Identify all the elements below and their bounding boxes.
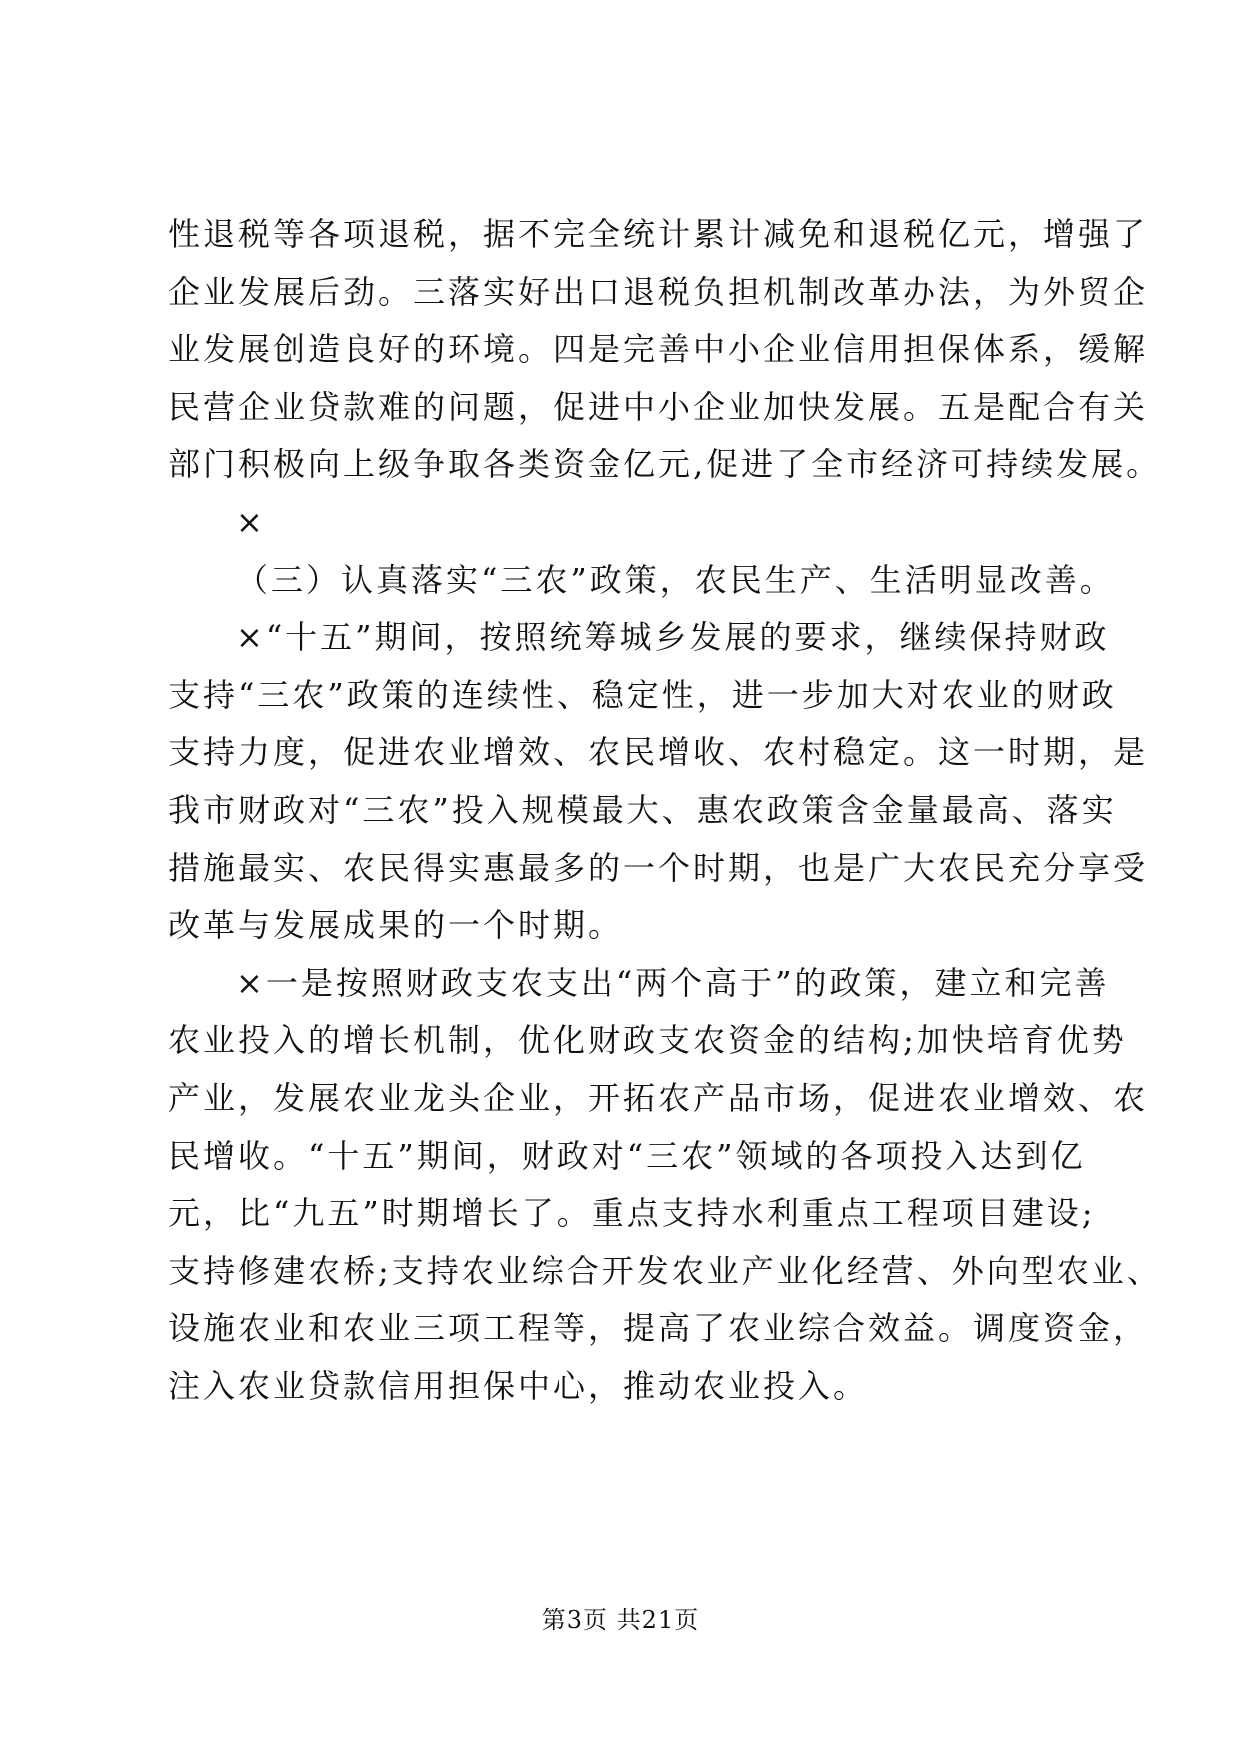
- text-line: 设施农业和农业三项工程等，提高了农业综合效益。调度资金，: [168, 1309, 1149, 1348]
- text-line: 改革与发展成果的一个时期。: [168, 906, 624, 945]
- text-line: 民增收。“十五”期间，财政对“三农”领域的各项投入达到亿: [168, 1136, 1086, 1175]
- text-line: ×一是按照财政支农支出“两个高于”的政策，建立和完善: [236, 963, 1110, 1002]
- text-line: 支持力度，促进农业增效、农民增收、农村稳定。这一时期，是: [168, 733, 1149, 772]
- text-line: 我市财政对“三农”投入规模最大、惠农政策含金量最高、落实: [168, 790, 1117, 829]
- text-line: 支持修建农桥;支持农业综合开发农业产业化经营、外向型农业、: [168, 1251, 1162, 1290]
- text-line: 产业，发展农业龙头企业，开拓农产品市场，促进农业增效、农: [168, 1078, 1149, 1117]
- text-line: ×“十五”期间，按照统筹城乡发展的要求，继续保持财政: [236, 618, 1110, 657]
- text-line: 注入农业贷款信用担保中心，推动农业投入。: [168, 1366, 869, 1405]
- text-line: 业发展创造良好的环境。四是完善中小企业信用担保体系，缓解: [168, 330, 1149, 369]
- page-number-footer: 第3页 共21页: [541, 1606, 700, 1634]
- text-line: 部门积极向上级争取各类资金亿元,促进了全市经济可持续发展。: [168, 445, 1162, 484]
- section-heading: （三）认真落实“三农”政策，农民生产、生活明显改善。: [236, 560, 1115, 599]
- document-body: [168, 206, 1162, 1415]
- text-line: 性退税等各项退税，据不完全统计累计减免和退税亿元，增强了: [168, 215, 1149, 253]
- cross-mark: ×: [236, 502, 266, 541]
- text-line: 农业投入的增长机制，优化财政支农资金的结构;加快培育优势: [168, 1021, 1127, 1060]
- text-line: 民营企业贷款难的问题，促进中小企业加快发展。五是配合有关: [168, 387, 1149, 426]
- text-line: 措施最实、农民得实惠最多的一个时期，也是广大农民充分享受: [168, 848, 1149, 887]
- text-line: 元，比“九五”时期增长了。重点支持水利重点工程项目建设;: [168, 1194, 1096, 1233]
- text-line: 支持“三农”政策的连续性、稳定性，进一步加大对农业的财政: [168, 675, 1117, 714]
- text-line: 企业发展后劲。三落实好出口退税负担机制改革办法，为外贸企: [168, 272, 1149, 311]
